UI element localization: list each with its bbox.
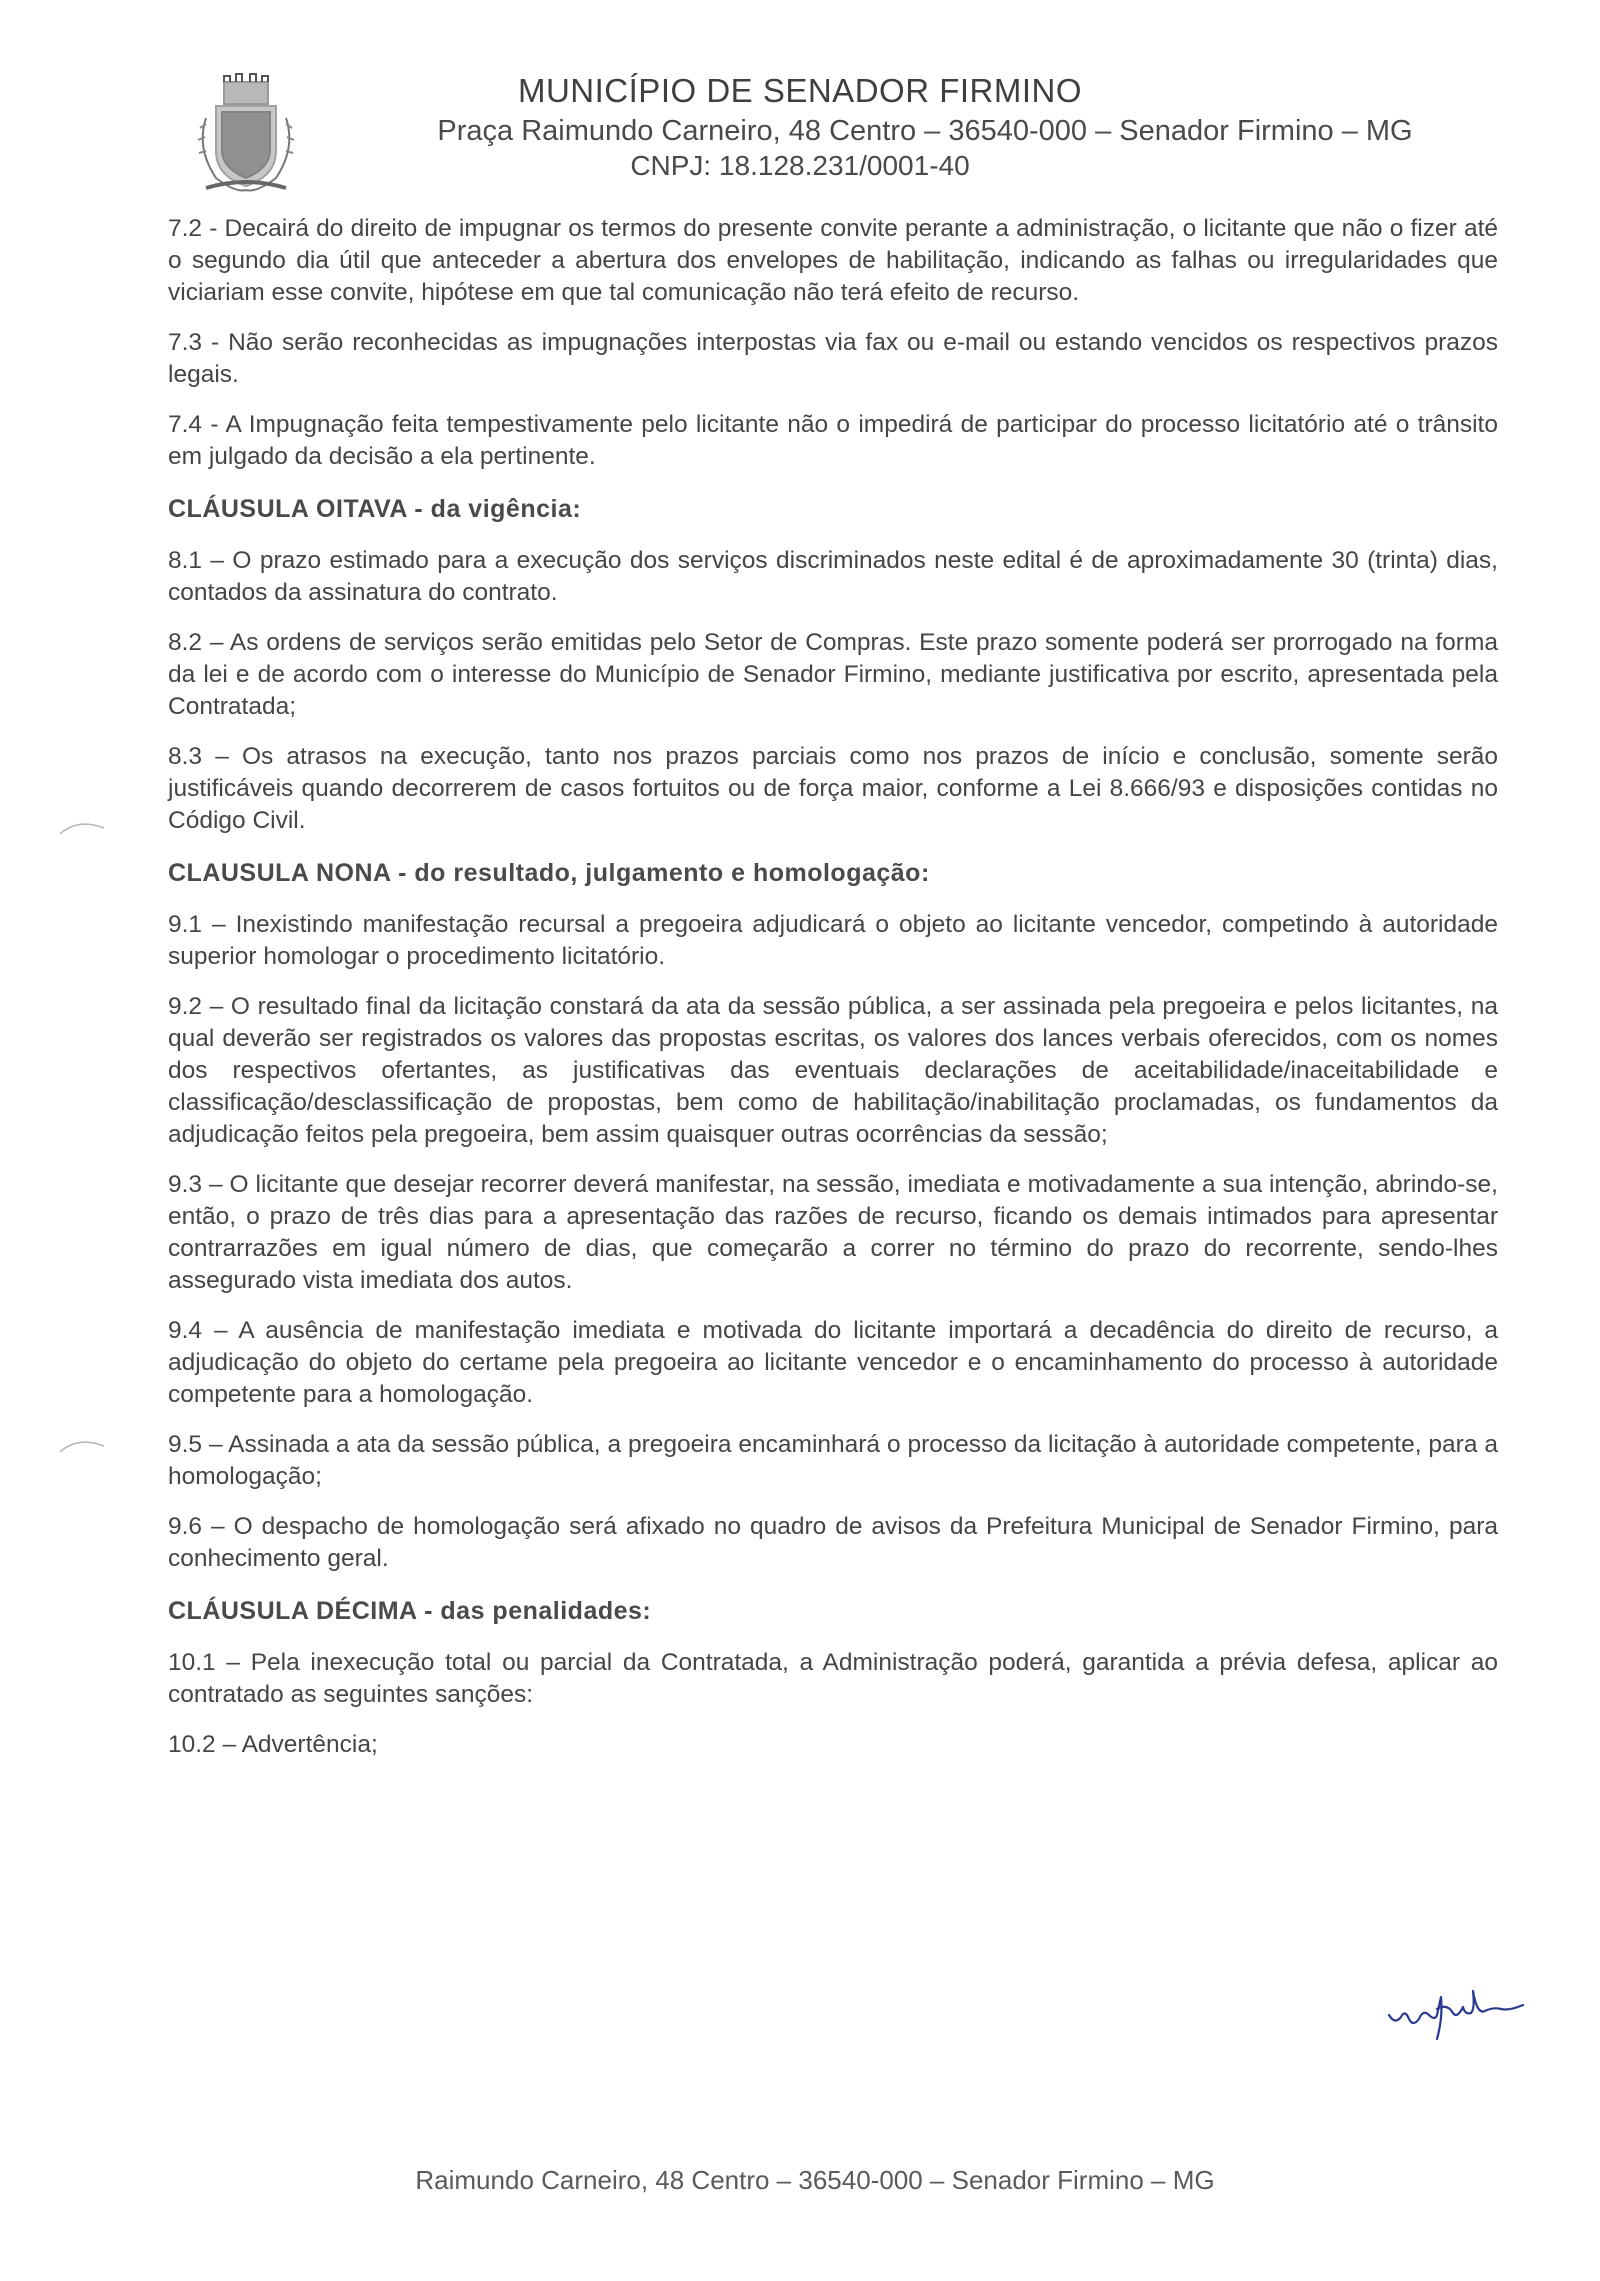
- paragraph-9-5: 9.5 – Assinada a ata da sessão pública, a pregoeira encaminhará o processo da licitação à autoridade competente, para a homologação;: [168, 1431, 1498, 1490]
- document-body: [168, 213, 1498, 1779]
- punch-hole-mark: [58, 816, 108, 836]
- header-cnpj: CNPJ: 18.128.231/0001-40: [630, 150, 970, 181]
- header-address: Praça Raimundo Carneiro, 48 Centro – 36540-000 – Senador Firmino – MG: [437, 115, 1413, 147]
- coat-of-arms-icon: [186, 68, 306, 198]
- paragraph-9-6: 9.6 – O despacho de homologação será afixado no quadro de avisos da Prefeitura Municipal de Senador Firmino, para conhecimento geral.: [168, 1513, 1498, 1572]
- paragraph-8-2: 8.2 – As ordens de serviços serão emitidas pelo Setor de Compras. Este prazo somente poderá ser prorrogado na forma da lei e de acordo com o interesse do Município de Senador Firmino, mediante justificativa por escrito, apresentada pela Contratada;: [168, 629, 1498, 720]
- paragraph-10-2: 10.2 – Advertência;: [168, 1731, 378, 1758]
- paragraph-7-3: 7.3 - Não serão reconhecidas as impugnações interpostas via fax ou e-mail ou estando vencidos os respectivos prazos legais.: [168, 329, 1498, 388]
- paragraph-9-3: 9.3 – O licitante que desejar recorrer deverá manifestar, na sessão, imediata e motivadamente a sua intenção, abrindo-se, então, o prazo de três dias para a apresentação das razões de recurso, ficando os demais intimados para apresentar contrarrazões em igual número de dias, que começarão a correr no término do prazo do recorrente, sendo-lhes assegurado vista imediata dos autos.: [168, 1171, 1498, 1294]
- paragraph-9-2: 9.2 – O resultado final da licitação constará da ata da sessão pública, a ser assinada pela pregoeira e pelos licitantes, na qual deverão ser registrados os valores das propostas escritas, os valores dos lances verbais oferecidos, com os nomes dos respectivos ofertantes, as justificativas das eventuais declarações de aceitabilidade/inaceitabilidade e classificação/desclassificação de propostas, bem como de habilitação/inabilitação proclamadas, os fundamentos da adjudicação feitos pela pregoeira, bem assim quaisquer outras ocorrências da sessão;: [168, 993, 1498, 1148]
- paragraph-8-1: 8.1 – O prazo estimado para a execução dos serviços discriminados neste edital é de aproximadamente 30 (trinta) dias, contados da assinatura do contrato.: [168, 547, 1498, 606]
- paragraph-9-1: 9.1 – Inexistindo manifestação recursal a pregoeira adjudicará o objeto ao licitante vencedor, competindo à autoridade superior homologar o procedimento licitatório.: [168, 911, 1498, 970]
- paragraph-7-4: 7.4 - A Impugnação feita tempestivamente pelo licitante não o impedirá de participar do processo licitatório até o trânsito em julgado da decisão a ela pertinente.: [168, 411, 1498, 470]
- punch-hole-mark: [58, 1434, 108, 1454]
- clause-eight-heading: CLÁUSULA OITAVA - da vigência:: [168, 495, 582, 523]
- paragraph-8-3: 8.3 – Os atrasos na execução, tanto nos prazos parciais como nos prazos de início e conclusão, somente serão justificáveis quando decorrerem de casos fortuitos ou de força maior, conforme a Lei 8.666/93 e disposições contidas no Código Civil.: [168, 743, 1498, 834]
- signature-rubric: [1385, 1985, 1535, 2045]
- municipality-title: MUNICÍPIO DE SENADOR FIRMINO: [517, 72, 1083, 109]
- paragraph-9-4: 9.4 – A ausência de manifestação imediata e motivada do licitante importará a decadência do direito de recurso, a adjudicação do objeto do certame pela pregoeira ao licitante vencedor e o encaminhamento do processo à autoridade competente para a homologação.: [168, 1317, 1498, 1408]
- clause-ten-heading: CLÁUSULA DÉCIMA - das penalidades:: [168, 1597, 652, 1625]
- paragraph-10-1: 10.1 – Pela inexecução total ou parcial da Contratada, a Administração poderá, garantida a prévia defesa, aplicar ao contratado as seguintes sanções:: [168, 1649, 1498, 1708]
- clause-nine-heading: CLAUSULA NONA - do resultado, julgamento e homologação:: [168, 859, 930, 887]
- footer-address: Raimundo Carneiro, 48 Centro – 36540-000 – Senador Firmino – MG: [415, 2165, 1215, 2195]
- paragraph-7-2: 7.2 - Decairá do direito de impugnar os termos do presente convite perante a administração, o licitante que não o fizer até o segundo dia útil que anteceder a abertura dos envelopes de habilitação, indicando as falhas ou irregularidades que viciariam esse convite, hipótese em que tal comunicação não terá efeito de recurso.: [168, 215, 1498, 306]
